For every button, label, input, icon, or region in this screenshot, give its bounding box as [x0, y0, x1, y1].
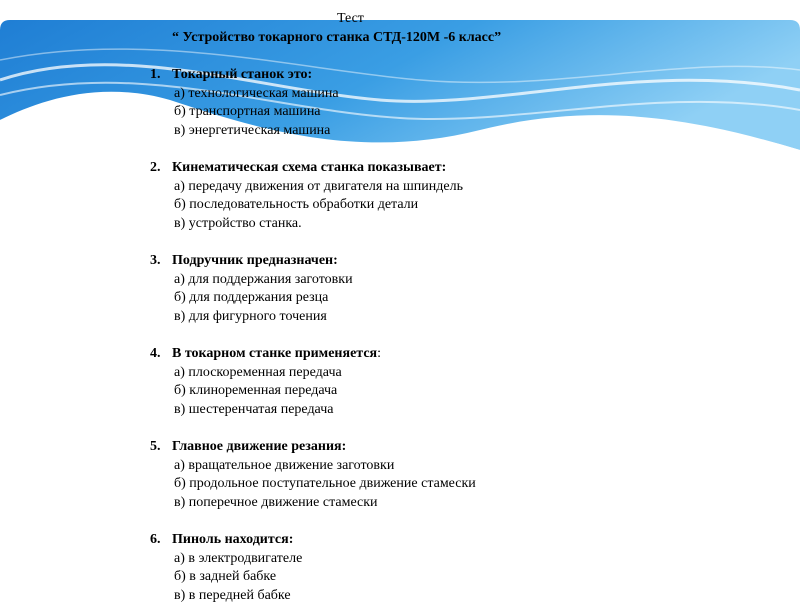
answer-option: б) продольное поступательное движение стамески [174, 476, 476, 492]
question-number: 1. [150, 67, 161, 82]
answer-option: б) транспортная машина [174, 104, 321, 120]
answer-option: в) энергетическая машина [174, 122, 331, 138]
question-text: Токарный станок это: [172, 67, 313, 82]
question-3 [150, 252, 353, 326]
answer-option: а) передачу движения от двигателя на шпиндель [174, 178, 463, 194]
question-number: 4. [150, 346, 161, 361]
question-5 [150, 438, 476, 512]
document-title: “ Устройство токарного станка СТД-120М -6 класс” [172, 30, 502, 45]
answer-option: б) последовательность обработки детали [174, 197, 419, 213]
question-number: 5. [150, 439, 161, 454]
answer-option: в) в передней бабке [174, 587, 291, 603]
question-4 [150, 345, 381, 419]
question-suffix: : [377, 346, 382, 361]
question-text: Кинематическая схема станка показывает: [172, 160, 447, 175]
answer-option: а) для поддержания заготовки [174, 271, 353, 287]
answer-option: а) плоскоременная передача [174, 364, 342, 380]
question-text: В токарном станке применяется [172, 346, 378, 361]
answer-option: в) устройство станка. [174, 215, 302, 231]
question-1 [150, 66, 339, 140]
answer-option: б) для поддержания резца [174, 290, 329, 306]
question-number: 2. [150, 160, 161, 175]
answer-option: б) клиноременная передача [174, 383, 338, 399]
question-text: Подручник предназначен: [172, 253, 338, 268]
question-6 [150, 531, 302, 605]
answer-option: в) для фигурного точения [174, 308, 327, 324]
document-title-label: Тест [337, 11, 364, 26]
answer-option: а) в электродвигателе [174, 550, 303, 566]
answer-option: в) поперечное движение стамески [174, 494, 378, 510]
answer-option: б) в задней бабке [174, 569, 277, 585]
question-text: Главное движение резания: [172, 439, 347, 454]
answer-option: в) шестеренчатая передача [174, 401, 334, 417]
question-text: Пиноль находится: [172, 532, 294, 547]
question-number: 3. [150, 253, 161, 268]
question-2 [150, 159, 463, 233]
answer-option: а) вращательное движение заготовки [174, 457, 395, 473]
answer-option: а) технологическая машина [174, 85, 339, 101]
question-number: 6. [150, 532, 161, 547]
